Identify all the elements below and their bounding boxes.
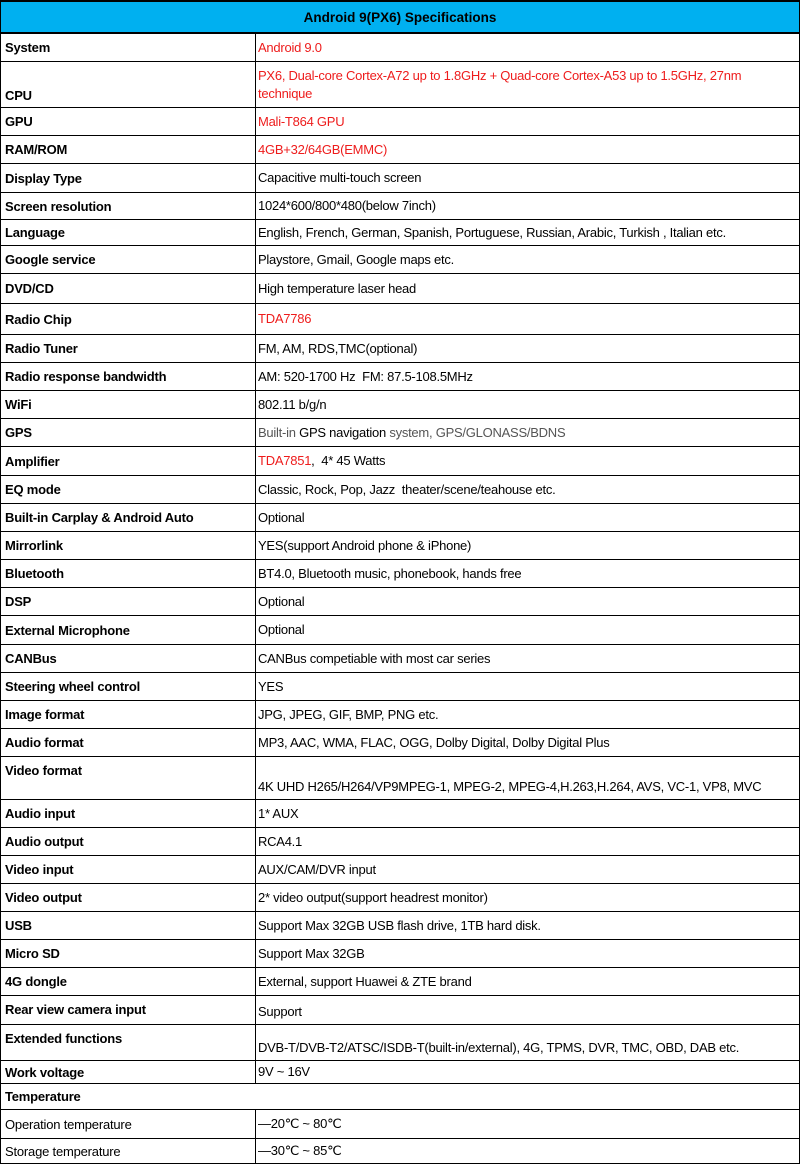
spec-value <box>256 1025 799 1060</box>
table-row <box>1 447 799 476</box>
spec-label: System <box>1 34 256 61</box>
spec-label: CANBus <box>1 645 256 672</box>
spec-label: RAM/ROM <box>1 136 256 163</box>
spec-label: DVD/CD <box>1 274 256 303</box>
table-row <box>1 616 799 645</box>
spec-value-text: MP3, AAC, WMA, FLAC, OGG, Dolby Digital, Dolby Digital Plus <box>258 734 610 750</box>
table-row <box>1 757 799 800</box>
table-body <box>1 34 799 1163</box>
spec-value <box>256 968 799 995</box>
spec-value <box>256 701 799 728</box>
spec-label: Audio input <box>1 800 256 827</box>
spec-value <box>256 996 799 1024</box>
table-row <box>1 62 799 108</box>
spec-value-text: Built-in <box>258 424 300 440</box>
table-title: Android 9(PX6) Specifications <box>1 2 799 34</box>
spec-value <box>256 304 799 334</box>
spec-value-text: YES(support Android phone & iPhone) <box>258 537 472 553</box>
spec-value <box>256 856 799 883</box>
spec-value <box>256 729 799 756</box>
table-row <box>1 532 799 560</box>
spec-value-text: —20℃ ~ 80℃ <box>258 1116 342 1131</box>
spec-label: Screen resolution <box>1 193 256 219</box>
spec-value <box>256 884 799 911</box>
spec-label: Rear view camera input <box>1 996 256 1024</box>
spec-value <box>256 220 799 245</box>
table-row <box>1 940 799 968</box>
spec-value-text: JPG, JPEG, GIF, BMP, PNG etc. <box>258 706 439 722</box>
spec-label: Radio Tuner <box>1 335 256 362</box>
spec-label: Video output <box>1 884 256 911</box>
spec-value-text: , 4* 45 Watts <box>311 453 386 468</box>
spec-label: USB <box>1 912 256 939</box>
spec-value <box>256 136 799 163</box>
spec-value-text: 4GB+32/64GB(EMMC) <box>258 141 388 157</box>
spec-value-text: High temperature laser head <box>258 280 417 296</box>
table-row <box>1 34 799 62</box>
table-row <box>1 912 799 940</box>
spec-value <box>256 757 799 799</box>
spec-value-text: Android 9.0 <box>258 39 322 55</box>
table-row <box>1 996 799 1025</box>
spec-value <box>256 164 799 192</box>
spec-value <box>256 1139 799 1163</box>
spec-label: Storage temperature <box>1 1139 256 1163</box>
table-row <box>1 419 799 447</box>
spec-value-text: 1* AUX <box>258 805 299 821</box>
spec-value-text: Support <box>258 1004 302 1019</box>
table-row <box>1 588 799 616</box>
spec-value <box>256 560 799 587</box>
spec-value-text: External, support Huawei & ZTE brand <box>258 973 472 989</box>
table-row <box>1 363 799 391</box>
spec-label: Video format <box>1 757 256 799</box>
spec-value <box>256 447 799 475</box>
spec-value-text: English, French, German, Spanish, Portuguese, Russian, Arabic, Turkish , Italian etc. <box>258 224 726 240</box>
table-row <box>1 476 799 504</box>
table-row <box>1 504 799 532</box>
spec-value-text: Support Max 32GB USB flash drive, 1TB hard disk. <box>258 917 541 933</box>
spec-value <box>256 800 799 827</box>
spec-label: DSP <box>1 588 256 615</box>
spec-label: GPS <box>1 419 256 446</box>
spec-value-text: RCA4.1 <box>258 833 303 849</box>
spec-value-text: Playstore, Gmail, Google maps etc. <box>258 251 454 267</box>
spec-label: Display Type <box>1 164 256 192</box>
spec-label: Micro SD <box>1 940 256 967</box>
spec-value <box>256 391 799 418</box>
spec-value-text: FM, AM, RDS,TMC(optional) <box>258 340 418 356</box>
table-row <box>1 968 799 996</box>
table-row <box>1 193 799 220</box>
spec-value-text: AUX/CAM/DVR input <box>258 861 376 877</box>
spec-value <box>256 940 799 967</box>
spec-value <box>256 588 799 615</box>
spec-label: Video input <box>1 856 256 883</box>
table-row <box>1 729 799 757</box>
spec-value-text: Classic, Rock, Pop, Jazz theater/scene/teahouse etc. <box>258 481 556 497</box>
spec-label: Audio format <box>1 729 256 756</box>
spec-label: GPU <box>1 108 256 135</box>
table-row <box>1 560 799 588</box>
table-row <box>1 335 799 363</box>
spec-value <box>256 62 799 107</box>
table-row <box>1 856 799 884</box>
spec-value-text: Optional <box>258 509 305 525</box>
spec-label: Audio output <box>1 828 256 855</box>
spec-value <box>256 504 799 531</box>
spec-label: Work voltage <box>1 1061 256 1083</box>
spec-value <box>256 532 799 559</box>
spec-value-text: CANBus competiable with most car series <box>258 650 491 666</box>
table-row <box>1 828 799 856</box>
table-row <box>1 274 799 304</box>
table-row <box>1 246 799 274</box>
spec-value-text: PX6, Dual-core Cortex-A72 up to 1.8GHz + Quad-core Cortex-A53 up to 1.5GHz, 27nm technique <box>258 67 745 101</box>
spec-value-text: GPS navigation <box>299 424 386 440</box>
table-row <box>1 391 799 419</box>
spec-value <box>256 912 799 939</box>
spec-value-text: 4K UHD H265/H264/VP9MPEG-1, MPEG-2, MPEG-4,H.263,H.264, AVS, VC-1, VP8, MVC <box>258 779 762 794</box>
spec-label: Mirrorlink <box>1 532 256 559</box>
spec-value-text: TDA7786 <box>258 311 312 326</box>
spec-value <box>256 108 799 135</box>
spec-label: Amplifier <box>1 447 256 475</box>
spec-value <box>256 1110 799 1138</box>
spec-label: Google service <box>1 246 256 273</box>
spec-value-text: 9V ~ 16V <box>258 1064 310 1079</box>
spec-value <box>256 476 799 503</box>
spec-value <box>256 616 799 644</box>
spec-label: Language <box>1 220 256 245</box>
spec-value <box>256 1061 799 1083</box>
spec-value <box>256 828 799 855</box>
spec-value <box>256 419 799 446</box>
table-row <box>1 1084 799 1110</box>
spec-label: WiFi <box>1 391 256 418</box>
spec-value <box>256 335 799 362</box>
spec-value-text: Support Max 32GB <box>258 945 365 961</box>
spec-value-text: AM: 520-1700 Hz FM: 87.5-108.5MHz <box>258 368 473 384</box>
spec-label: Bluetooth <box>1 560 256 587</box>
spec-label: Radio response bandwidth <box>1 363 256 390</box>
table-row <box>1 164 799 193</box>
spec-label: CPU <box>1 62 256 107</box>
spec-value-text: YES <box>258 678 284 694</box>
spec-value-text: TDA7851 <box>258 453 312 468</box>
spec-value-text: BT4.0, Bluetooth music, phonebook, hands free <box>258 565 522 581</box>
spec-label: Extended functions <box>1 1025 256 1060</box>
spec-label: Image format <box>1 701 256 728</box>
spec-label: External Microphone <box>1 616 256 644</box>
spec-value <box>256 34 799 61</box>
spec-value-text: 2* video output(support headrest monitor) <box>258 889 488 905</box>
table-row <box>1 884 799 912</box>
spec-label: Built-in Carplay & Android Auto <box>1 504 256 531</box>
table-row <box>1 673 799 701</box>
spec-value <box>256 673 799 700</box>
table-row <box>1 1110 799 1139</box>
spec-label: Steering wheel control <box>1 673 256 700</box>
spec-value <box>256 274 799 303</box>
spec-value-text: DVB-T/DVB-T2/ATSC/ISDB-T(built-in/external), 4G, TPMS, DVR, TMC, OBD, DAB etc. <box>258 1040 740 1055</box>
table-row <box>1 701 799 729</box>
table-row <box>1 136 799 164</box>
spec-label: Temperature <box>5 1089 81 1104</box>
spec-value <box>256 193 799 219</box>
spec-value-text: 1024*600/800*480(below 7inch) <box>258 198 436 213</box>
spec-value <box>256 246 799 273</box>
table-row <box>1 645 799 673</box>
spec-label: Operation temperature <box>1 1110 256 1138</box>
spec-value <box>256 363 799 390</box>
table-row <box>1 1061 799 1084</box>
spec-value-text: Optional <box>258 622 305 637</box>
table-row <box>1 108 799 136</box>
table-row <box>1 304 799 335</box>
spec-value-text: 802.11 b/g/n <box>258 396 327 412</box>
table-row <box>1 1139 799 1163</box>
spec-label: EQ mode <box>1 476 256 503</box>
spec-label: 4G dongle <box>1 968 256 995</box>
spec-value-text: —30℃ ~ 85℃ <box>258 1143 342 1158</box>
spec-value <box>256 645 799 672</box>
table-row <box>1 800 799 828</box>
spec-value-text: Mali-T864 GPU <box>258 113 345 129</box>
table-row <box>1 1025 799 1061</box>
spec-value-text: Optional <box>258 593 305 609</box>
spec-value-text: system, GPS/GLONASS/BDNS <box>385 424 566 440</box>
spec-label: Radio Chip <box>1 304 256 334</box>
table-row <box>1 220 799 246</box>
spec-value-text: Capacitive multi-touch screen <box>258 170 422 185</box>
